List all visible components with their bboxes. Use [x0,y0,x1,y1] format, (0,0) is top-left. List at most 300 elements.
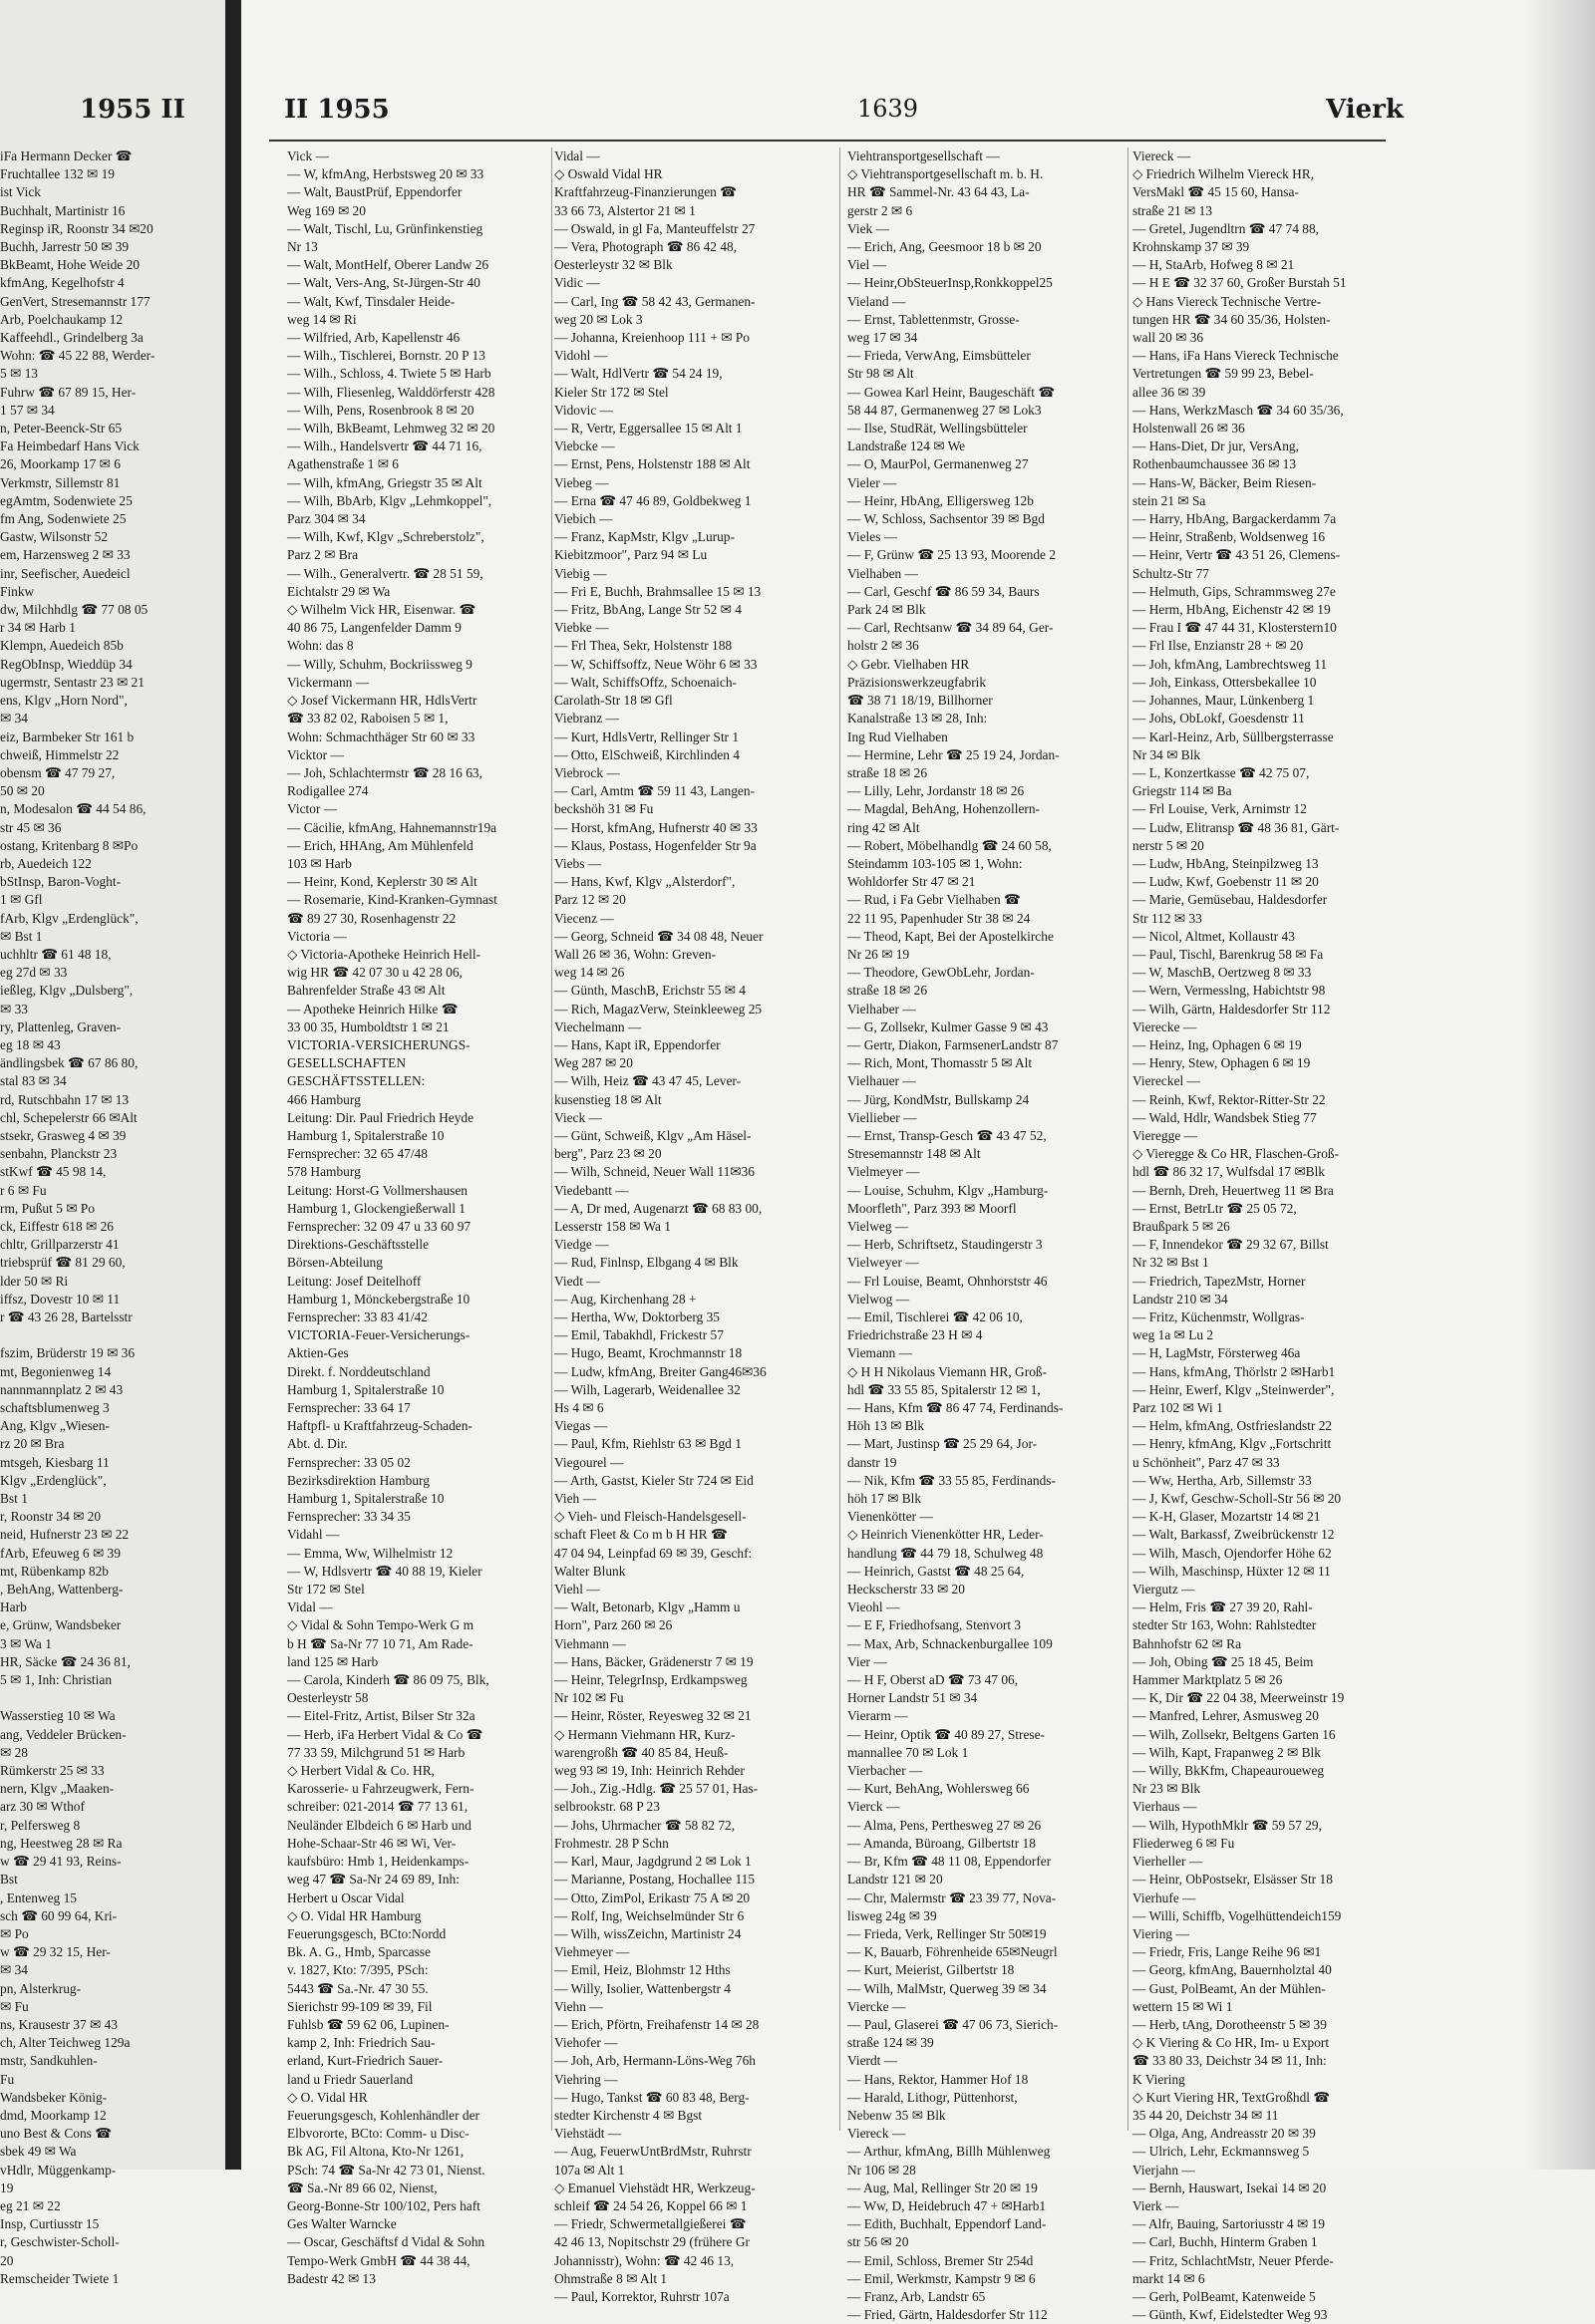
directory-entry-line: Landstr 210 ✉ 34 [1132,1291,1228,1307]
directory-entry-line: Präzisionswerkzeugfabrik [847,674,987,690]
directory-entry-line: Carolath-Str 18 ✉ Gfl [554,693,673,709]
directory-entry-line: Hs 4 ✉ 6 [554,1400,604,1416]
directory-entry-line: BkBeamt, Hohe Weide 20 [0,257,140,273]
directory-entry-line: ☎ 33 80 33, Deichstr 34 ✉ 11, Inh: [1132,2053,1327,2069]
directory-entry-line: b H ☎ Sa-Nr 77 10 71, Am Rade- [287,1635,474,1651]
directory-entry-line: ✉ Po [0,1925,29,1941]
directory-entry-line: Vielwog — [847,1291,910,1307]
directory-entry-line: — Günt, Schweiß, Klgv „Am Häsel- [554,1127,752,1143]
directory-entry-line: — Wilh, Pens, Rosenbrook 8 ✉ 20 [287,402,475,418]
directory-entry-line: — Henry, kfmAng, Klgv „Fortschritt [1132,1436,1332,1452]
directory-entry-line: — Walt, BaustPrüf, Eppendorfer [287,184,463,200]
directory-entry-line: Viedebantt — [554,1182,629,1198]
directory-entry-line: 19 [0,2179,14,2195]
directory-entry-line: pn, Alsterkrug- [0,1980,82,1996]
directory-entry-line: — Walt, SchiffsOffz, Schoenaich- [554,674,738,690]
directory-entry-line: Nr 106 ✉ 28 [847,2162,916,2178]
directory-entry-line: Fliederweg 6 ✉ Fu [1132,1835,1235,1851]
directory-entry-line: weg 47 ☎ Sa-Nr 24 69 89, Inh: [287,1872,460,1888]
directory-entry-line: Klgv „Erdenglück", [0,1472,107,1488]
directory-entry-line: selbrookstr. 68 P 23 [554,1799,660,1815]
directory-entry-line: Friedrichstraße 23 H ✉ 4 [847,1327,983,1343]
directory-entry-line: Vieh — [554,1491,596,1507]
page-edge-shadow [1525,0,1595,2170]
directory-entry-line: — W, Schiffsoffz, Neue Wöhr 6 ✉ 33 [554,656,758,672]
directory-entry-line: — Willy, Schuhm, Bockriissweg 9 [287,656,473,672]
directory-entry-line: ang, Veddeler Brücken- [0,1726,127,1742]
directory-entry-line: — Carl, Amtm ☎ 59 11 43, Langen- [554,783,756,799]
directory-entry-line: Verkmstr, Sillemstr 81 [0,474,121,490]
directory-entry-line: — Georg, kfmAng, Bauernholztal 40 [1132,1962,1332,1978]
directory-entry-line: wettern 15 ✉ Wi 1 [1132,1998,1233,2014]
directory-entry-line: — Amanda, Büroang, Gilbertstr 18 [847,1835,1036,1851]
directory-entry-line: Moorfleth", Parz 393 ✉ Moorfl [847,1200,1017,1216]
directory-entry-line: — Wilh, Gärtn, Haldesdorfer Str 112 [1132,1001,1331,1017]
directory-entry-line: — Ulrich, Lehr, Eckmannsweg 5 [1132,2144,1310,2160]
directory-entry-line: Steindamm 103-105 ✉ 1, Wohn: [847,855,1023,871]
directory-entry-line: senbahn, Planckstr 23 [0,1146,118,1162]
directory-entry-line: — Wald, Hdlr, Wandsbek Stieg 77 [1132,1109,1317,1125]
directory-entry-line: — Aug, Kirchenhang 28 + [554,1291,697,1307]
directory-entry-line: Rothenbaumchaussee 36 ✉ 13 [1132,456,1297,472]
directory-entry-line: — Emil, Schloss, Bremer Str 254d [847,2252,1034,2268]
directory-entry-line: n, Peter-Beenck-Str 65 [0,421,123,436]
directory-entry-line: u Schönheit", Parz 47 ✉ 33 [1132,1454,1280,1470]
directory-entry-line: weg 20 ✉ Lok 3 [554,311,643,327]
directory-entry-line: — Kurt, BehAng, Wohlersweg 66 [847,1781,1030,1797]
directory-entry-line: — Frau I ☎ 47 44 31, Klosterstern10 [1132,620,1337,636]
directory-entry-line [0,1689,221,1707]
directory-entry-line: land u Friedr Sauerland [287,2071,414,2087]
directory-entry-line: Vielweg — [847,1218,909,1234]
directory-entry-line: Fa Heimbedarf Hans Vick [0,438,140,454]
directory-entry-line: Vielweyer — [847,1255,919,1271]
directory-entry-line: Reginsp iR, Roonstr 34 ✉20 [0,220,154,236]
directory-entry-line: Vierhufe — [1132,1889,1196,1905]
directory-entry-line: — Ww, Hertha, Arb, Sillemstr 33 [1132,1472,1312,1488]
directory-entry-line: Fernsprecher: 33 64 17 [287,1400,411,1416]
directory-entry-line: Wohldorfer Str 47 ✉ 21 [847,874,976,890]
directory-entry-line: Griegstr 114 ✉ Ba [1132,783,1232,799]
directory-entry-line: — Robert, Möbelhandlg ☎ 24 60 58, [847,837,1052,853]
directory-entry-line: Börsen-Abteilung [287,1255,383,1271]
directory-entry-line: Vierheller — [1132,1854,1203,1870]
directory-entry-line: — Wilh., Schloss, 4. Twiete 5 ✉ Harb [287,366,491,382]
directory-entry-line: — Günth, Kwf, Eidelstedter Weg 93 [1132,2307,1328,2323]
directory-entry-line: allee 36 ✉ 39 [1132,384,1206,400]
directory-entry-line: Stresemannstr 148 ✉ Alt [847,1146,981,1162]
directory-entry-line: ◇ Victoria-Apotheke Heinrich Hell- [287,946,481,962]
directory-entry-line: Hamburg 1, Spitalerstraße 10 [287,1491,445,1507]
directory-entry-line: — Gretel, Jugendltrn ☎ 47 74 88, [1132,220,1320,236]
directory-entry-line: vHdlr, Müggenkamp- [0,2162,117,2178]
directory-entry-line: — Jürg, KondMstr, Bullskamp 24 [847,1091,1030,1107]
directory-entry-line: — Carl, Geschf ☎ 86 59 34, Baurs [847,583,1040,599]
directory-entry-line: 58 44 87, Germanenweg 27 ✉ Lok3 [847,402,1042,418]
directory-entry-line: — Willi, Schiffb, Vogelhüttendeich159 [1132,1907,1342,1923]
directory-entry-line: — Hans, iFa Hans Viereck Technische [1132,348,1339,364]
directory-entry-line: — Gust, PolBeamt, An der Mühlen- [1132,1980,1326,1996]
directory-entry-line: Hamburg 1, Glockengießerwall 1 [287,1200,466,1216]
directory-entry-line: w ☎ 29 41 93, Reins- [0,1854,122,1870]
directory-entry-line: Viereckе — [1132,1018,1197,1034]
directory-entry-line: Krohnskamp 37 ✉ 39 [1132,239,1250,255]
directory-entry-line: Wohn: das 8 [287,638,354,654]
directory-entry-line: weg 1a ✉ Lu 2 [1132,1327,1214,1343]
directory-entry-line: Horn", Parz 260 ✉ 26 [554,1617,673,1633]
directory-entry-line: — Herb, tAng, Dorotheenstr 5 ✉ 39 [1132,2016,1327,2032]
directory-entry-line: ring 42 ✉ Alt [847,819,920,835]
directory-entry-line: — Hans, Kwf, Klgv „Alsterdorf", [554,874,736,890]
directory-entry-line: — Wilfried, Arb, Kapellenstr 46 [287,330,461,346]
directory-entry-line: ießleg, Klgv „Dulsberg", [0,983,134,999]
directory-entry-line: Vieler — [847,474,897,490]
directory-entry-line: Johannisstr), Wohn: ☎ 42 46 13, [554,2252,735,2268]
directory-entry-line: — Joh., Zig.-Hdlg. ☎ 25 57 01, Has- [554,1781,759,1797]
directory-entry-line: — Oswald, in gl Fa, Manteuffelstr 27 [554,220,756,236]
directory-entry-line: lisweg 24g ✉ 39 [847,1907,937,1923]
directory-entry-line: — Heinr, TelegrInsp, Erdkampsweg [554,1672,748,1688]
directory-entry-line: Parz 102 ✉ Wi 1 [1132,1400,1223,1416]
directory-entry-line: — Ilse, StudRät, Wellingsbütteler [847,421,1028,436]
directory-entry-line: — Fritz, SchlachtMstr, Neuer Pferde- [1132,2252,1334,2268]
directory-entry-line: Horner Landstr 51 ✉ 34 [847,1690,978,1706]
directory-entry-line: GESELLSCHAFTEN [287,1055,407,1071]
directory-entry-line: sbek 49 ✉ Wa [0,2144,77,2160]
directory-entry-line: Fuhrw ☎ 67 89 15, Her- [0,384,137,400]
directory-entry-line: — Emma, Ww, Wilhelmistr 12 [287,1545,454,1561]
directory-entry-line: — Paul, Glaserei ☎ 47 06 73, Sierich- [847,2016,1059,2032]
directory-entry-line: ☎ 33 82 02, Raboisen 5 ✉ 1, [287,711,449,726]
directory-entry-line: — Carl, Buchh, Hinterm Graben 1 [1132,2234,1318,2250]
directory-entry-line: ◇ Emanuel Viehstädt HR, Werkzeug- [554,2179,756,2195]
directory-entry-line: Ing Rud Vielhaben [847,728,948,744]
directory-entry-line: Leitung: Horst-G Vollmershausen [287,1182,469,1198]
directory-entry-line: 466 Hamburg [287,1091,361,1107]
directory-entry-line: r 34 ✉ Harb 1 [0,620,76,636]
directory-entry-line: — Wilh, Masch, Ojendorfer Höhe 62 [1132,1545,1332,1561]
directory-entry-line: Vierk — [1132,2197,1179,2213]
column-previous-page [0,147,221,2286]
directory-entry-line: r ☎ 43 26 28, Bartelsstr [0,1309,133,1324]
directory-entry-line: — Walt, MontHelf, Oberer Landw 26 [287,257,489,273]
directory-entry-line: ◇ Oswald Vidal HR [554,166,663,182]
directory-entry-line: — Heinr,ObSteuerInsp,Ronkkoppel25 [847,275,1053,291]
directory-entry-line: — Br, Kfm ☎ 48 11 08, Eppendorfer [847,1854,1052,1870]
catchword: Vierk [1326,95,1404,125]
directory-entry-line: — Georg, Schneid ☎ 34 08 48, Neuer [554,928,764,944]
directory-entry-line: — J, Kwf, Geschw-Scholl-Str 56 ✉ 20 [1132,1491,1342,1507]
directory-entry-line: — Wilh, Zollsekr, Beltgens Garten 16 [1132,1726,1336,1742]
directory-entry-line: dw, Milchhdlg ☎ 77 08 05 [0,602,149,618]
directory-entry-line: — H F, Oberst aD ☎ 73 47 06, [847,1672,1019,1688]
directory-entry-line: Viehstädt — [554,2126,622,2142]
directory-entry-line: — Gertr, Diakon, FarmsenerLandstr 87 [847,1036,1059,1052]
directory-entry-line: Kaffeehdl., Grindelberg 3a [0,330,144,346]
directory-entry-line: — Frieda, VerwAng, Eimsbütteler [847,348,1031,364]
directory-entry-line: ry, Plattenleg, Graven- [0,1018,122,1034]
directory-entry-line: 578 Hamburg [287,1164,361,1180]
directory-entry-line: Harb [0,1599,27,1615]
directory-entry-line: — Arthur, kfmAng, Billh Mühlenweg [847,2144,1051,2160]
directory-entry-line: VICTORIA-VERSICHERUNGS- [287,1036,471,1052]
directory-entry-line: nern, Klgv „Maaken- [0,1781,115,1797]
directory-entry-line: — Wilh, Fliesenleg, Walddörferstr 428 [287,384,495,400]
directory-entry-line: — Willy, BkKfm, Chapeauroueweg [1132,1763,1325,1779]
directory-entry-line: Holstenwall 26 ✉ 36 [1132,421,1245,436]
directory-entry-line: Vierhaus — [1132,1799,1197,1815]
directory-entry-line: Viellieber — [847,1109,917,1125]
directory-entry-line: Viegourel — [554,1454,624,1470]
directory-entry-line: Viebich — [554,511,613,527]
directory-entry-line: — Johs, Uhrmacher ☎ 58 82 72, [554,1817,736,1833]
directory-entry-line: — K-H, Glaser, Mozartstr 14 ✉ 21 [1132,1509,1321,1525]
directory-entry-line: ◇ Vieregge & Co HR, Flaschen-Groß- [1132,1146,1340,1162]
directory-entry-line: — Fried, Gärtn, Haldesdorfer Str 112 [847,2307,1048,2323]
directory-entry-line: Nr 32 ✉ Bst 1 [1132,1255,1209,1271]
directory-entry-line: — Fritz, BbAng, Lange Str 52 ✉ 4 [554,602,742,618]
directory-entry-line: — Joh, kfmAng, Lambrechtsweg 11 [1132,656,1328,672]
directory-entry-line: — W, kfmAng, Herbstsweg 20 ✉ 33 [287,166,484,182]
directory-entry-line: — Kurt, HdlsVertr, Rellinger Str 1 [554,728,740,744]
directory-entry-line: Karosserie- u Fahrzeugwerk, Fern- [287,1781,475,1797]
directory-entry-line: Elbvororte, BCto: Comm- u Disc- [287,2126,470,2142]
directory-entry-line: , BehAng, Wattenberg- [0,1582,124,1598]
directory-entry-line: — Ernst, BetrLtr ☎ 25 05 72, [1132,1200,1297,1216]
directory-entry-line: Vertretungen ☎ 59 99 23, Bebel- [1132,366,1314,382]
directory-entry-line: — Joh, Einkass, Ottersbekallee 10 [1132,674,1317,690]
directory-entry-line: berg", Parz 23 ✉ 20 [554,1146,662,1162]
directory-entry-line: — Heinr, Ewerf, Klgv „Steinwerder", [1132,1381,1335,1397]
directory-entry-line: Lesserstr 158 ✉ Wa 1 [554,1218,671,1234]
directory-entry-line: Parz 2 ✉ Bra [287,547,359,563]
directory-entry-line: ◇ O. Vidal HR Hamburg [287,1907,422,1923]
directory-entry-line: Vielhaben — [847,565,918,581]
directory-entry-line: — Karl-Heinz, Arb, Süllbergsterrasse [1132,728,1334,744]
directory-entry-line: — Aug, FeuerwUntBrdMstr, Ruhrstr [554,2144,752,2160]
directory-entry-line: rd, Rutschbahn 17 ✉ 13 [0,1091,130,1107]
directory-entry-line: Vidahl — [287,1527,340,1543]
directory-entry-line: Viebke — [554,620,609,636]
directory-entry-line: — Heinr, Röster, Reyesweg 32 ✉ 21 [554,1708,752,1724]
directory-entry-line: — Heinr, ObPostsekr, Elsässer Str 18 [1132,1872,1333,1888]
directory-entry-line: — Max, Arb, Schnackenburgallee 109 [847,1635,1053,1651]
directory-entry-line: Viehofer — [554,2035,618,2051]
directory-entry-line: Vieck — [554,1109,602,1125]
directory-entry-line: Abt. d. Dir. [287,1436,348,1452]
directory-entry-line: Aktien-Ges [287,1345,349,1361]
directory-entry-line: Rodigallee 274 [287,783,369,799]
directory-entry-line: — K, Bauarb, Föhrenheide 65✉Neugrl [847,1944,1058,1960]
directory-entry-line: schreiber: 021-2014 ☎ 77 13 61, [287,1799,469,1815]
directory-entry-line: — Marie, Gemüsebau, Haldesdorfer [1132,892,1328,908]
directory-entry-line: Vielhaber — [847,1001,916,1017]
directory-entry-line: Vielhauer — [847,1073,916,1089]
directory-entry-line: — Rud, Finlnsp, Elbgang 4 ✉ Blk [554,1255,739,1271]
directory-entry-line: ✉ 28 [0,1744,28,1760]
directory-entry-line: neid, Hufnerstr 23 ✉ 22 [0,1527,130,1543]
directory-entry-line: Nr 23 ✉ Blk [1132,1781,1201,1797]
directory-entry-line: — R, Vertr, Eggersallee 15 ✉ Alt 1 [554,421,743,436]
directory-entry-line: — Wilh, HypothMklr ☎ 59 57 29, [1132,1817,1322,1833]
directory-entry-line: — Henry, Stew, Ophagen 6 ✉ 19 [1132,1055,1311,1071]
directory-entry-line: Vidic — [554,275,600,291]
directory-entry-line: uno Best & Cons ☎ [0,2126,112,2142]
directory-entry-line: — Rosemarie, Kind-Kranken-Gymnast [287,892,497,908]
directory-entry-line: Oesterleystr 58 [287,1690,369,1706]
directory-entry-line: Viemann — [847,1345,913,1361]
directory-entry-line: — Ernst, Tablettenmstr, Grosse- [847,311,1020,327]
directory-entry-line: — Friedr, Schwermetallgießerei ☎ [554,2216,747,2232]
directory-entry-line: Wasserstieg 10 ✉ Wa [0,1708,116,1724]
directory-entry-line: ◇ Heinrich Vienenkötter HR, Leder- [847,1527,1044,1543]
directory-entry-line: Viereckel — [1132,1073,1200,1089]
directory-entry-line: dmd, Moorkamp 12 [0,2107,107,2123]
directory-entry-line: — Wilh., Tischlerei, Bornstr. 20 P 13 [287,348,485,364]
directory-entry-line: fArb, Klgv „Erdenglück", [0,910,139,926]
directory-entry-line: VICTORIA-Feuer-Versicherungs- [287,1327,471,1343]
directory-entry-line: — Theodore, GewObLehr, Jordan- [847,965,1035,981]
directory-entry-line: 47 04 94, Leinpfad 69 ✉ 39, Geschf: [554,1545,753,1561]
directory-entry-line: — Wilh., Handelsvertr ☎ 44 71 16, [287,438,482,454]
directory-entry-line: markt 14 ✉ 6 [1132,2270,1205,2286]
directory-entry-line: Viedge — [554,1237,609,1253]
directory-entry-line: hdl ☎ 86 32 17, Wulfsdal 17 ✉Blk [1132,1164,1326,1180]
directory-entry-line: uchhltr ☎ 61 48 18, [0,946,112,962]
directory-entry-line: — Wilh, BbArb, Klgv „Lehmkoppel", [287,492,492,508]
directory-entry-line: — Walt, HdlVertr ☎ 54 24 19, [554,366,723,382]
directory-entry-line: warengroßh ☎ 40 85 84, Heuß- [554,1744,729,1760]
directory-entry-line: Bk AG, Fil Altona, Kto-Nr 1261, [287,2144,465,2160]
directory-entry-line: — Rich, Mont, Thomasstr 5 ✉ Alt [847,1055,1033,1071]
directory-entry-line: Victor — [287,801,338,817]
directory-entry-line: kamp 2, Inh: Friedrich Sau- [287,2035,436,2051]
directory-entry-line: Höh 13 ✉ Blk [847,1418,925,1434]
directory-entry-line: — Louise, Schuhm, Klgv „Hamburg- [847,1182,1049,1198]
directory-entry-line: — Ludw, Kwf, Goebenstr 11 ✉ 20 [1132,874,1319,890]
directory-entry-line: — Ernst, Transp-Gesch ☎ 43 47 52, [847,1127,1047,1143]
directory-entry-line: — Paul, Kfm, Riehlstr 63 ✉ Bgd 1 [554,1436,742,1452]
directory-entry-line: — Emil, Heiz, Blohmstr 12 Hths [554,1962,731,1978]
directory-entry-line: — Ludw, kfmAng, Breiter Gang46✉36 [554,1363,767,1379]
directory-entry-line: ✉ Bst 1 [0,928,43,944]
directory-entry-line: ◇ Viehtransportgesellschaft m. b. H. [847,166,1044,182]
directory-entry-line: — Friedrich, TapezMstr, Horner [1132,1273,1306,1289]
directory-entry-line: Kraftfahrzeug-Finanzierungen ☎ [554,184,737,200]
directory-entry-line: Buchhalt, Martinistr 16 [0,202,126,218]
directory-entry-line: Viebrock — [554,764,620,780]
directory-entry-line: — Hugo, Beamt, Krochmannstr 18 [554,1345,743,1361]
directory-entry-line: obensm ☎ 47 79 27, [0,764,116,780]
directory-entry-line: Hammer Marktplatz 5 ✉ 26 [1132,1672,1283,1688]
directory-entry-line: — Alma, Pens, Perthesweg 27 ✉ 26 [847,1817,1042,1833]
directory-entry-line: mstr, Sandkuhlen- [0,2053,98,2069]
directory-entry-line: holstr 2 ✉ 36 [847,638,919,654]
directory-entry-line: schaftsblumenweg 3 [0,1400,110,1416]
directory-entry-line: ch, Alter Teichweg 129a [0,2035,131,2051]
directory-entry-line: 103 ✉ Harb [287,855,352,871]
directory-entry-line: — Günth, MaschB, Erichstr 55 ✉ 4 [554,983,746,999]
directory-entry-line: — Erna ☎ 47 46 89, Goldbekweg 1 [554,492,752,508]
directory-entry-line: Viehmeyer — [554,1944,630,1960]
page-number: 1639 [857,95,919,123]
directory-entry-line: Str 112 ✉ 33 [1132,910,1202,926]
directory-entry-line: Weg 287 ✉ 20 [554,1055,633,1071]
directory-entry-line: PSch: 74 ☎ Sa-Nr 42 73 01, Nienst. [287,2162,485,2178]
directory-entry-line: Vierdt — [847,2053,898,2069]
directory-entry-line: triebsprüf ☎ 81 29 60, [0,1255,126,1271]
directory-entry-line: wall 20 ✉ 36 [1132,330,1204,346]
directory-entry-line: ✉ 34 [0,1962,28,1978]
directory-entry-line: Viebig — [554,565,607,581]
directory-entry-line: — Heinr, Kond, Keplerstr 30 ✉ Alt [287,874,478,890]
directory-entry-line: Viel — [847,257,886,273]
directory-entry-line: Fruchtallee 132 ✉ 19 [0,166,115,182]
directory-entry-line: — Gowea Karl Heinr, Baugeschäft ☎ [847,384,1056,400]
directory-entry-line: Wandsbeker König- [0,2089,108,2105]
directory-entry-line: — Joh, Arb, Hermann-Löns-Weg 76h [554,2053,756,2069]
directory-entry-line: RegObInsp, Wieddüp 34 [0,656,133,672]
directory-entry-line: — Theod, Kapt, Bei der Apostelkirche [847,928,1054,944]
directory-entry-line: — Emil, Tischlerei ☎ 42 06 10, [847,1309,1023,1324]
column-3 [847,147,1121,2323]
directory-entry-line: 1 57 ✉ 34 [0,402,55,418]
directory-entry-line: — Hans, Kapt iR, Eppendorfer [554,1036,721,1052]
directory-entry-line: Nr 13 [287,239,318,255]
directory-entry-line: eg 21 ✉ 22 [0,2197,61,2213]
directory-entry-line: sch ☎ 60 99 64, Kri- [0,1907,118,1923]
directory-entry-line: fArb, Efeuweg 6 ✉ 39 [0,1545,121,1561]
directory-entry-line: e, Grünw, Wandsbeker [0,1617,122,1633]
directory-entry-line: weg 14 ✉ Ri [287,311,357,327]
directory-entry-line: ✉ Fu [0,1998,29,2014]
directory-entry-line: ostang, Kritenbarg 8 ✉Po [0,837,139,853]
directory-entry-line: — Johanna, Kreienhoop 111 + ✉ Po [554,330,750,346]
directory-entry-line: — Hans-W, Bäcker, Beim Riesen- [1132,474,1317,490]
directory-entry-line: — Wilh., Generalvertr. ☎ 28 51 59, [287,565,483,581]
directory-entry-line: Vieregge — [1132,1127,1198,1143]
directory-entry-line: — Hans, Kfm ☎ 86 47 74, Ferdinands- [847,1400,1064,1416]
directory-entry-line: iffsz, Dovestr 10 ✉ 11 [0,1291,121,1307]
directory-entry-line: 33 00 35, Humboldtstr 1 ✉ 21 [287,1018,450,1034]
directory-entry-line: — Apotheke Heinrich Hilke ☎ [287,1001,459,1017]
directory-entry-line: straße 21 ✉ 13 [1132,202,1213,218]
directory-entry-line: erland, Kurt-Friedrich Sauer- [287,2053,444,2069]
directory-entry-line: Park 24 ✉ Blk [847,602,926,618]
directory-entry-line: Fernsprecher: 33 05 02 [287,1454,411,1470]
directory-entry-line: Nebenw 35 ✉ Blk [847,2107,946,2123]
directory-entry-line: — Heinr, Straßenb, Woldsenweg 16 [1132,529,1326,545]
directory-entry-line: — Arth, Gastst, Kieler Str 724 ✉ Eid [554,1472,754,1488]
directory-entry-line: Ges Walter Warncke [287,2216,397,2232]
directory-entry-line: bStInsp, Baron-Voght- [0,874,122,890]
directory-entry-line: Herbert u Oscar Vidal [287,1889,405,1905]
directory-entry-line: — G, Zollsekr, Kulmer Gasse 9 ✉ 43 [847,1018,1049,1034]
directory-entry-line: — Franz, KapMstr, Klgv „Lurup- [554,529,735,545]
directory-entry-line: ◇ Gebr. Vielhaben HR [847,656,970,672]
directory-entry-line: — Olga, Ang, Andreasstr 20 ✉ 39 [1132,2126,1316,2142]
directory-entry-line: ◇ K Viering & Co HR, Im- u Export [1132,2035,1330,2051]
directory-entry-line: fm Ang, Sodenwiete 25 [0,511,127,527]
directory-entry-line: Viehl — [554,1582,600,1598]
directory-entry-line: Wohn: ☎ 45 22 88, Werder- [0,348,156,364]
directory-entry-line: 1 ✉ Gfl [0,892,43,908]
directory-entry-line: Insp, Curtiusstr 15 [0,2216,100,2232]
directory-entry-line: Vierjahn — [1132,2162,1195,2178]
directory-entry-line: Nr 102 ✉ Fu [554,1690,624,1706]
directory-entry-line: 40 86 75, Langenfelder Damm 9 [287,620,462,636]
directory-entry-line: — Aug, Mal, Rellinger Str 20 ✉ 19 [847,2179,1038,2195]
